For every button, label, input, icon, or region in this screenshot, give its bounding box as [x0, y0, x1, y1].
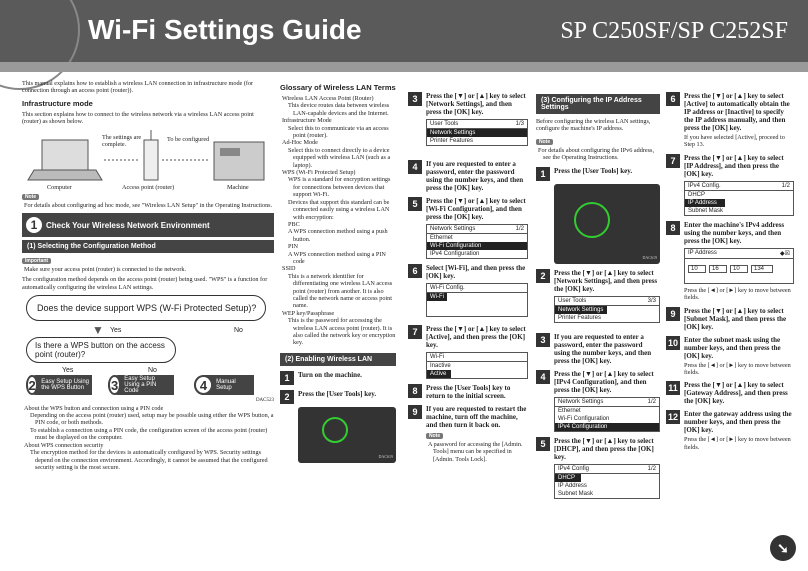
- lcd-item-selected: DHCP: [555, 474, 581, 482]
- lcd-network-settings: [426, 224, 528, 259]
- ip-step-7: [666, 154, 794, 178]
- lcd-page: 1/2: [647, 398, 656, 405]
- option-wps-button[interactable]: [26, 375, 92, 395]
- step-10-note: Press the [◄] or [►] key to move between fields.: [684, 361, 791, 377]
- lcd-wifi: [426, 352, 528, 379]
- note-text: For details about configuring ad hoc mode, see "Wireless LAN Setup" in the Operating Instructions.: [24, 201, 273, 209]
- infra-text: This section explains how to connect to the wireless network via a wireless LAN access point (router) as shown below.: [22, 110, 254, 126]
- lcd-item-selected: IPv4 Configuration: [555, 423, 659, 431]
- column-1: [22, 80, 274, 471]
- step-number: 3: [536, 333, 550, 347]
- yes-label-1: Yes: [110, 327, 122, 335]
- step-9: [408, 405, 528, 429]
- lcd-title: IPv4 Config: [558, 465, 590, 472]
- note-label: Note: [22, 194, 39, 200]
- option-2-label: Easy Setup Using the WPS Button: [41, 379, 89, 392]
- no-label-1: No: [234, 327, 243, 335]
- ip-intro: Before configuring the wireless LAN settings, configure the machine's IP address.: [536, 118, 651, 133]
- option-manual-setup[interactable]: [194, 375, 254, 395]
- step-text: Press the [User Tools] key to return to the initial screen.: [426, 384, 511, 400]
- lcd-title: Wi-Fi Config.: [430, 285, 465, 291]
- lcd-title: Wi-Fi: [430, 354, 444, 360]
- lcd-item: Ethernet: [558, 407, 581, 414]
- lcd-user-tools: [426, 119, 528, 146]
- lcd-ipv4-config: [684, 181, 794, 216]
- option-4-number: 4: [194, 375, 213, 395]
- column-5: [666, 80, 794, 455]
- lcd-item: Wi-Fi Configuration: [558, 415, 610, 422]
- yes-arrow-icon: ▼: [92, 323, 104, 338]
- ip-octet-3: 10: [730, 265, 748, 273]
- bullet-5: The encryption method for the devices is automatically configured by WPS. Security settings depend on the connection environment. Accordingly, it cannot be assumed that the configured security setting is the most secure.: [30, 449, 268, 471]
- diagram-complete-label: The settings are complete.: [102, 133, 142, 149]
- check-section-label: Check Your Wireless Network Environment: [46, 220, 210, 230]
- note-label: Note: [536, 139, 553, 145]
- step-5: [408, 197, 528, 221]
- ip-fields: [685, 259, 793, 279]
- step-number: 11: [666, 381, 680, 395]
- no-label-2: No: [148, 367, 157, 375]
- check-section-number: 1: [26, 217, 42, 233]
- model-name: SP C250SF/SP C252SF: [560, 18, 788, 44]
- yes-label-2: Yes: [62, 367, 74, 375]
- lcd-title: User Tools: [558, 297, 587, 304]
- enable-step-1: [280, 371, 396, 385]
- ip-step-1: [536, 167, 660, 181]
- lcd-item-selected: Network Settings: [555, 306, 607, 314]
- header-band: [0, 62, 808, 72]
- wps-question-1: Does the device support WPS (W-Fi Protected Setup)?: [26, 295, 266, 321]
- lcd-user-tools: [554, 296, 660, 323]
- term-14: This is a network identifier for differentiating one wireless LAN access point (router) from another. It is also called the network name or access point name.: [288, 272, 393, 310]
- term-12: A WPS connection method using a PIN code: [288, 250, 386, 265]
- term-1: This device routes data between wireless LAN-capable devices and the Internet.: [288, 102, 390, 117]
- ip-octet-4: 134: [751, 265, 773, 273]
- infra-title: Infrastructure mode: [22, 98, 93, 108]
- select-method-title: (1) Selecting the Configuration Method: [22, 240, 274, 253]
- ip-step-10: [666, 336, 794, 360]
- step-text: If you are requested to enter a password, enter the password using the number keys, and then press the [OK] key.: [554, 332, 652, 365]
- lcd-item-selected: Wi-Fi Configuration: [427, 242, 527, 250]
- step-text: Enter the gateway address using the number keys, and then press the [OK] key.: [684, 410, 792, 435]
- ip-step-11: [666, 381, 794, 405]
- step-number: 7: [666, 154, 680, 168]
- step-text: Turn on the machine.: [298, 370, 362, 379]
- header-arc-decoration: [0, 0, 80, 90]
- note-text: A password for accessing the [Admin. Tools] menu can be specified in [Admin. Tools Lock].: [428, 441, 523, 463]
- lcd-item-selected: Network Settings: [427, 129, 527, 137]
- lcd-arrows-icon: ◆☒: [780, 250, 790, 257]
- step-text: Enter the subnet mask using the number keys, and then press the [OK] key.: [684, 335, 781, 360]
- diagram-to-be-label: To be configured: [167, 135, 210, 143]
- step-number: 6: [666, 92, 680, 106]
- router-icon: [144, 130, 158, 180]
- term-3: Select this to communicate via an access point (router).: [288, 124, 389, 140]
- step-text: Select [Wi-Fi], and then press the [OK] key.: [426, 264, 526, 280]
- step-number: 9: [408, 405, 422, 419]
- ip-step-8: [666, 221, 794, 245]
- lcd-ip-address: [684, 248, 794, 284]
- note-label: Note: [426, 433, 443, 439]
- column-4: [536, 80, 660, 502]
- user-tools-key-icon: [574, 202, 610, 238]
- panel-code: DAC619: [642, 255, 657, 261]
- header: [0, 0, 808, 62]
- step-number: 9: [666, 307, 680, 321]
- ip-config-title: (3) Configuring the IP Address Settings: [536, 94, 660, 114]
- term-0: Wireless LAN Access Point (Router): [282, 95, 374, 102]
- next-page-arrow-icon[interactable]: ➘: [770, 535, 796, 561]
- network-diagram-svg: [22, 130, 274, 192]
- step-text: Press the [▼] or [▲] key to select [DHCP], and then press the [OK] key.: [554, 436, 654, 461]
- lcd-title: User Tools: [430, 121, 459, 127]
- diagram-code: DAC523: [255, 398, 274, 404]
- option-4-label: Manual Setup: [216, 379, 236, 392]
- step-number: 5: [536, 437, 550, 451]
- term-2: Infrastructure Mode: [282, 117, 332, 125]
- enable-wlan-title: (2) Enabling Wireless LAN: [280, 353, 396, 366]
- step-text: If you are requested to restart the machine, turn off the machine, and then turn it back on.: [426, 405, 527, 429]
- lcd-item: Printer Features: [558, 314, 602, 321]
- control-panel-image: [554, 184, 660, 264]
- option-3-number: 3: [108, 375, 121, 395]
- lcd-page: 3/3: [647, 297, 656, 304]
- option-3-label: Easy Setup Using a PIN Code: [124, 376, 157, 395]
- column-2: [280, 80, 396, 466]
- term-13: SSID: [282, 265, 296, 273]
- term-15: WEP key/Passphrase: [282, 309, 335, 317]
- term-8: Devices that support this standard can be connected easily using a wireless LAN with encryption:: [288, 198, 390, 221]
- lcd-title: Network Settings: [430, 226, 476, 232]
- ip-step-5: [536, 437, 660, 461]
- step-text: Press the [▼] or [▲] key to select [Gateway Address], and then press the [OK] key.: [684, 381, 788, 406]
- step-text: Press the [▼] or [▲] key to select [Wi-Fi Configuration], and then press the [OK] key.: [426, 197, 526, 221]
- lcd-ipv4-config: [554, 464, 660, 499]
- lcd-page: 1/3: [515, 121, 524, 127]
- ip-step-2: [536, 269, 660, 293]
- diagram-computer-label: Computer: [47, 183, 72, 191]
- term-7: WPS is a standard for encryption settings for connections between devices that support Wi-Fi.: [288, 176, 391, 199]
- step-number: 4: [536, 370, 550, 384]
- option-2-number: 2: [26, 375, 38, 395]
- lcd-item: IP Address: [558, 482, 587, 489]
- term-6: WPS (Wi-Fi Protected Setup): [282, 169, 356, 177]
- term-4: Ad-Hoc Mode: [282, 139, 318, 147]
- lcd-item-selected: Active: [427, 370, 451, 378]
- step-7: [408, 325, 528, 349]
- step-number: 10: [667, 337, 678, 348]
- diagram-ap-label: Access point (router): [122, 183, 175, 191]
- lcd-title: IP Address: [688, 249, 717, 256]
- term-9: PBC: [288, 220, 300, 228]
- lcd-title: IPv4 Config.: [688, 182, 721, 189]
- intro-text: This manual explains how to establish a wireless LAN connection in infrastructure mode (for connection through an access point (router)).: [22, 80, 254, 95]
- step-number: 6: [408, 264, 422, 278]
- printer-icon: [214, 142, 264, 180]
- lcd-page: 1/2: [647, 465, 656, 472]
- lcd-item: Ethernet: [430, 235, 453, 241]
- laptop-icon: [28, 140, 102, 180]
- step-text: If you are requested to enter a password, enter the password using the number keys, and then press the [OK] key.: [426, 160, 524, 192]
- term-10: A WPS connection method using a push button.: [288, 228, 388, 243]
- bullet-1: About the WPS button and connection using a PIN code: [24, 404, 164, 412]
- lcd-item: Subnet Mask: [688, 207, 724, 214]
- lcd-item: Printer Features: [430, 138, 474, 144]
- bullet-4: About WPS connection security: [24, 441, 104, 449]
- ip-octet-2: 16: [709, 265, 727, 273]
- step-number: 5: [408, 197, 422, 211]
- lcd-page: 1/2: [515, 226, 524, 232]
- step-text: Press the [▼] or [▲] key to select [IPv4 Configuration], and then press the [OK] key.: [554, 369, 654, 394]
- network-diagram: [22, 130, 274, 192]
- ip-step-6: [666, 92, 794, 132]
- step-6-note: If you have selected [Active], proceed to Step 13.: [684, 134, 785, 149]
- step-8-note: Press the [◄] or [►] key to move between fields.: [684, 286, 791, 302]
- step-text: Press the [▼] or [▲] key to select [Active], and then press the [OK] key.: [426, 325, 526, 349]
- wps-flowchart: [22, 295, 274, 395]
- lcd-wifi-config: [426, 283, 528, 317]
- user-tools-key-icon: [322, 417, 348, 443]
- term-16: This is the password for accessing the wireless LAN access point (router). It is also called the network key or encryption key.: [288, 317, 396, 347]
- important-text: Make sure your access point (router) is connected to the network.: [24, 266, 187, 274]
- ip-octet-1: 10: [688, 265, 706, 273]
- glossary-title: Glossary of Wireless LAN Terms: [280, 83, 396, 92]
- lcd-network-settings: [554, 397, 660, 432]
- panel-code: DAC619: [378, 454, 393, 460]
- step-number: 2: [280, 390, 294, 404]
- step-number: 8: [408, 384, 422, 398]
- term-11: PIN: [288, 243, 298, 251]
- step-text: Press the [User Tools] key.: [554, 166, 633, 175]
- check-section-title: [22, 213, 274, 237]
- step-number: 1: [280, 371, 294, 385]
- lcd-page: 1/2: [781, 182, 790, 189]
- important-label: Important: [22, 258, 51, 264]
- step-6: [408, 264, 528, 280]
- lcd-item: IPv4 Configuration: [430, 251, 480, 257]
- diagram-machine-label: Machine: [227, 183, 249, 191]
- step-number: 12: [667, 412, 678, 423]
- lcd-item-selected: IP Address: [685, 199, 725, 207]
- step-number: 1: [536, 167, 550, 181]
- note-text: For details about configuring the IPv6 address, see the Operating Instructions.: [538, 146, 654, 162]
- wps-question-2: Is there a WPS button on the access point (router)?: [26, 337, 176, 363]
- step-text: Press the [▼] or [▲] key to select [Network Settings], and then press the [OK] key.: [426, 92, 526, 116]
- step-text: Enter the machine's IPv4 address using the number keys, and then press the [OK] key.: [684, 220, 785, 245]
- ip-step-12: [666, 410, 794, 434]
- lcd-title: Network Settings: [558, 398, 604, 405]
- page-title: Wi-Fi Settings Guide: [88, 14, 362, 45]
- step-12-note: Press the [◄] or [►] key to move between fields.: [684, 436, 791, 451]
- step-8: [408, 384, 528, 400]
- step-text: Press the [User Tools] key.: [298, 389, 377, 398]
- option-pin-code[interactable]: [108, 375, 174, 395]
- step-number: 8: [666, 221, 680, 235]
- bullet-3: To establish a connection using a PIN code, the configuration screen of the access point (router) must be displayed on the computer.: [30, 426, 268, 442]
- ip-step-4: [536, 370, 660, 394]
- step-number: 4: [408, 160, 422, 174]
- step-text: Press the [▼] or [▲] key to select [Network Settings], and then press the [OK] key.: [554, 268, 658, 293]
- lcd-item-selected: Wi-Fi: [427, 293, 447, 301]
- step-number: 7: [408, 325, 422, 339]
- step-3: [408, 92, 528, 116]
- term-5: Select this to connect directly to a device equipped with wireless LAN (such as a laptop).: [288, 146, 391, 169]
- lcd-item: Subnet Mask: [558, 490, 594, 497]
- step-text: Press the [▼] or [▲] key to select [Active] to automatically obtain the IP address or [Inactive] to specify the IP address manually, and then press the [OK] key.: [684, 92, 790, 132]
- step-text: Press the [▼] or [▲] key to select [Subnet Mask], and then press the [OK] key.: [684, 306, 787, 331]
- ip-step-9: [666, 307, 794, 331]
- enable-step-2: [280, 390, 396, 404]
- step-4: [408, 160, 528, 192]
- ip-step-3: [536, 333, 660, 365]
- control-panel-image: [298, 407, 396, 463]
- step-text: Press the [▼] or [▲] key to select [IP Address], and then press the [OK] key.: [684, 153, 784, 178]
- column-3: [408, 80, 528, 463]
- step-number: 2: [536, 269, 550, 283]
- lcd-item: DHCP: [688, 191, 706, 198]
- step-number: 3: [408, 92, 422, 106]
- lcd-item: Inactive: [430, 363, 451, 369]
- method-text: The configuration method depends on the access point (router) being used. "WPS" is a function for automatically configuring the wireless LAN settings.: [22, 276, 268, 291]
- bullet-2: Depending on the access point (router) used, setup may be possible using either the WPS button, a PIN code, or both methods.: [30, 412, 274, 427]
